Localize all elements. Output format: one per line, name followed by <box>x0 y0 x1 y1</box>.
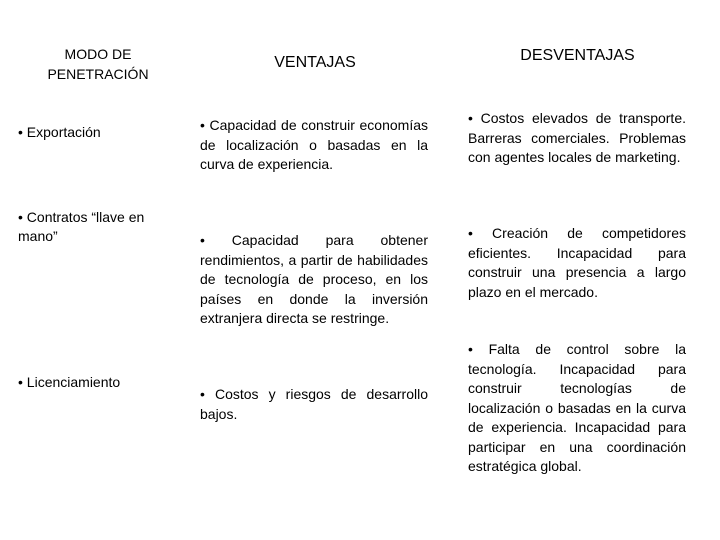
header-ventajas: VENTAJAS <box>274 54 356 71</box>
mode-exportacion: • Exportación <box>18 124 101 140</box>
ventaja-exportacion: • Capacidad de construir economías de localización o basadas en la curva de experiencia. <box>200 117 428 172</box>
desventaja-contratos: • Creación de competidores eficientes. Incapacidad para construir una presencia a largo plazo en el mercado. <box>468 225 686 300</box>
ventaja-licenciamiento: • Costos y riesgos de desarrollo bajos. <box>200 386 428 422</box>
desventaja-exportacion: • Costos elevados de transporte. Barreras comerciales. Problemas con agentes locales de marketing. <box>468 110 686 165</box>
ventaja-contratos: • Capacidad para obtener rendimientos, a partir de habilidades de tecnología de proceso, en los países en donde la inversión extranjera directa se restringe. <box>200 232 428 326</box>
mode-contratos-llave-en-mano: • Contratos “llave en mano” <box>18 209 145 244</box>
header-mode: MODO DE PENETRACIÓN <box>47 46 149 82</box>
desventaja-licenciamiento: • Falta de control sobre la tecnología. Incapacidad para construir tecnologías de localización o basadas en la curva de experiencia. Incapacidad para participar en una coordinación estratégica global. <box>468 341 686 474</box>
mode-licenciamiento: • Licenciamiento <box>18 374 121 390</box>
header-desventajas: DESVENTAJAS <box>520 47 635 64</box>
